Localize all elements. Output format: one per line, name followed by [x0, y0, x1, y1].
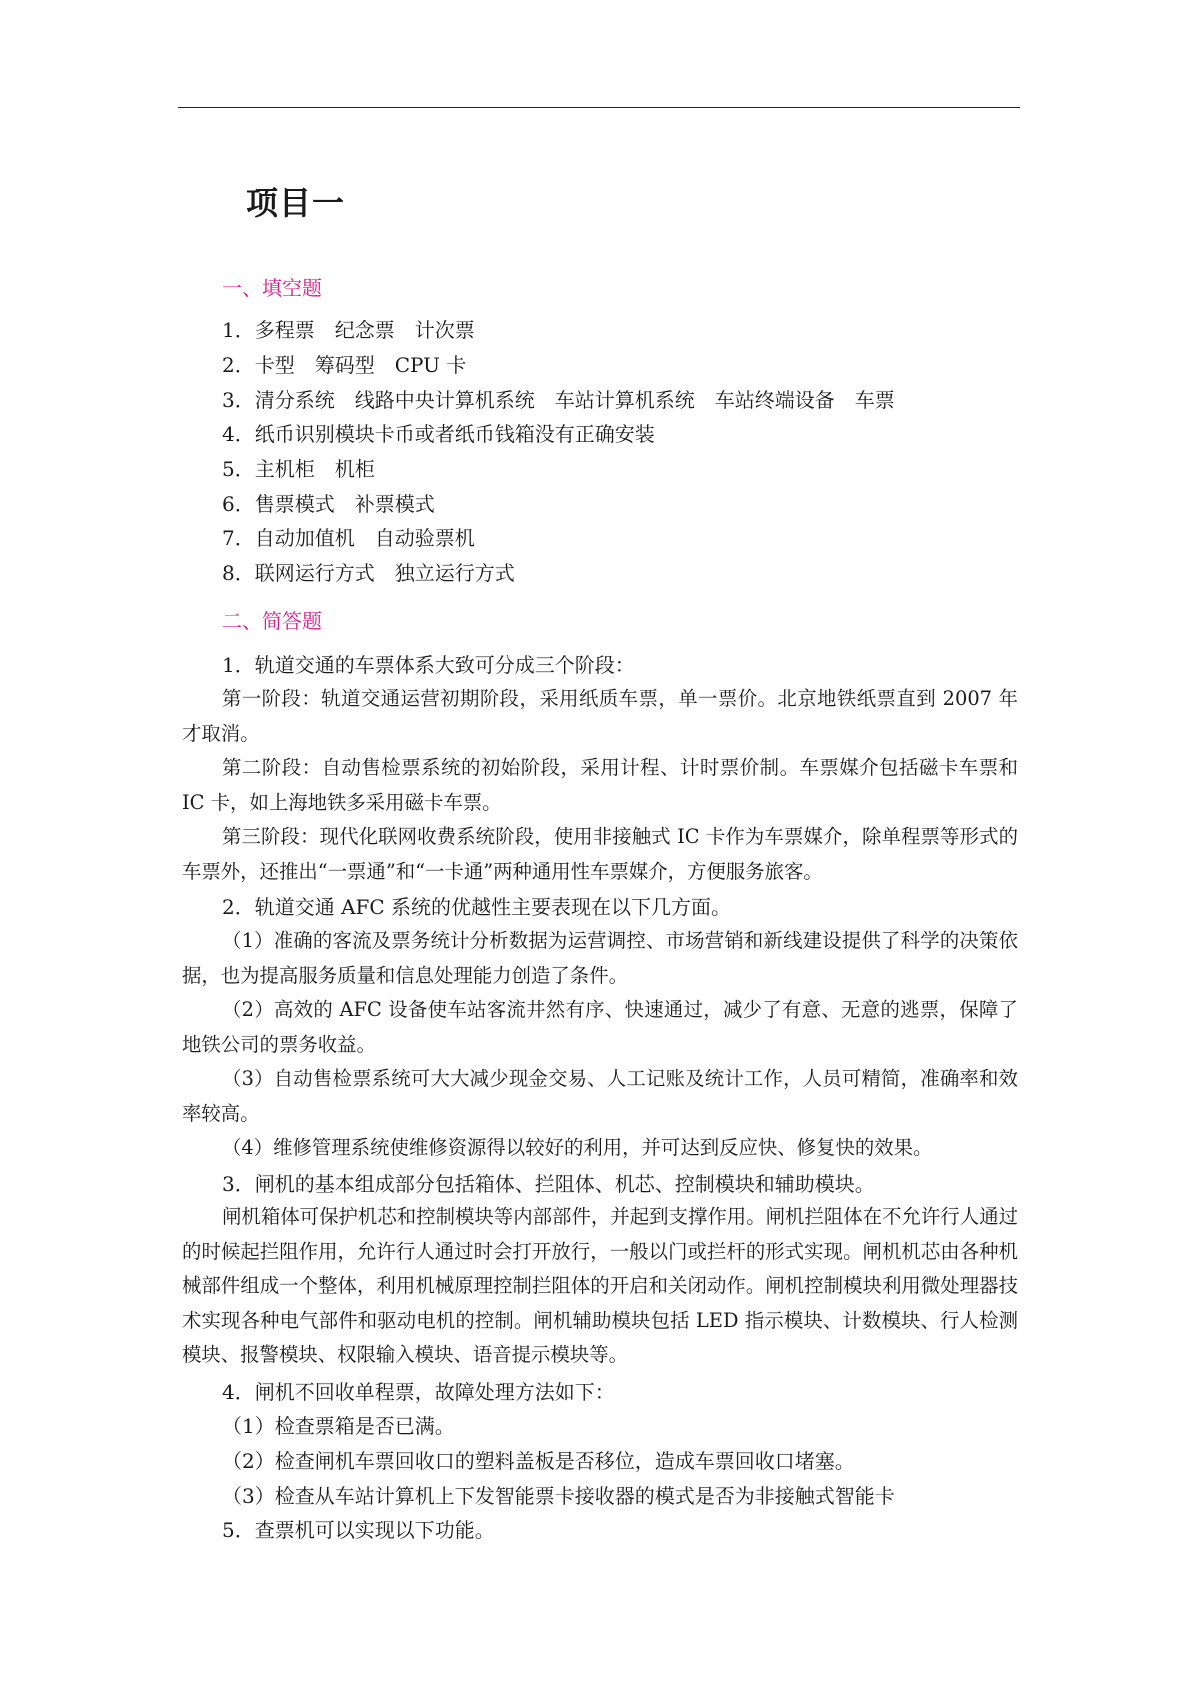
- answer-q2-point2: （2）高效的 AFC 设备使车站客流井然有序、快速通过，减少了有意、无意的逃票，保障了地铁公司的票务收益。: [182, 998, 1018, 1056]
- fill-answer-3: 3．清分系统 线路中央计算机系统 车站计算机系统 车站终端设备 车票: [222, 388, 895, 412]
- answer-q1-stage2: 第二阶段：自动售检票系统的初始阶段，采用计程、计时票价制。车票媒介包括磁卡车票和 IC 卡，如上海地铁多采用磁卡车票。: [182, 756, 1018, 814]
- answer-q3: 3．闸机的基本组成部分包括箱体、拦阻体、机芯、控制模块和辅助模块。: [222, 1172, 875, 1196]
- answer-q2-point3: （3）自动售检票系统可大大减少现金交易、人工记账及统计工作，人员可精简，准确率和效率较高。: [182, 1067, 1018, 1125]
- answer-q5: 5．查票机可以实现以下功能。: [222, 1518, 495, 1542]
- section-heading-short-answer: 二、简答题: [222, 609, 322, 633]
- answer-q4: 4．闸机不回收单程票，故障处理方法如下：: [222, 1380, 615, 1404]
- fill-answer-5: 5．主机柜 机柜: [222, 457, 375, 481]
- answer-q1: 1．轨道交通的车票体系大致可分成三个阶段：: [222, 653, 635, 677]
- answer-q2-point1: （1）准确的客流及票务统计分析数据为运营调控、市场营销和新线建设提供了科学的决策依据，也为提高服务质量和信息处理能力创造了条件。: [182, 929, 1018, 987]
- answer-q2: 2．轨道交通 AFC 系统的优越性主要表现在以下几方面。: [222, 895, 732, 919]
- fill-answer-7: 7．自动加值机 自动验票机: [222, 526, 475, 550]
- fill-answer-6: 6．售票模式 补票模式: [222, 492, 435, 516]
- answer-q4-step1: （1）检查票箱是否已满。: [222, 1414, 455, 1438]
- answer-q2-point4: （4）维修管理系统使维修资源得以较好的利用，并可达到反应快、修复快的效果。: [222, 1136, 933, 1159]
- answer-q3-detail: 闸机箱体可保护机芯和控制模块等内部部件，并起到支撑作用。闸机拦阻体在不允许行人通过的时候起拦阻作用，允许行人通过时会打开放行，一般以门或拦杆的形式实现。闸机机芯由各种机械部件组成一个整体，利用机械原理控制拦阻体的开启和关闭动作。闸机控制模块利用微处理器技术实现各种电气部件和驱动电机的控制。闸机辅助模块包括 LED 指示模块、计数模块、行人检测模块、报警模块、权限输入模块、语音提示模块等。: [182, 1205, 1018, 1366]
- fill-answer-4: 4．纸币识别模块卡币或者纸币钱箱没有正确安装: [222, 422, 655, 446]
- page-title: 项目一: [246, 184, 346, 222]
- answer-q4-step2: （2）检查闸机车票回收口的塑料盖板是否移位，造成车票回收口堵塞。: [222, 1449, 855, 1473]
- answer-q1-stage1: 第一阶段：轨道交通运营初期阶段，采用纸质车票，单一票价。北京地铁纸票直到 2007 年才取消。: [182, 687, 1018, 745]
- fill-answer-1: 1．多程票 纪念票 计次票: [222, 318, 475, 342]
- header-rule: [178, 107, 1020, 108]
- answer-q4-step3: （3）检查从车站计算机上下发智能票卡接收器的模式是否为非接触式智能卡: [222, 1484, 895, 1508]
- section-heading-fill-in: 一、填空题: [222, 276, 322, 300]
- fill-answer-8: 8．联网运行方式 独立运行方式: [222, 561, 515, 585]
- fill-answer-2: 2．卡型 筹码型 CPU 卡: [222, 353, 467, 377]
- answer-q1-stage3: 第三阶段：现代化联网收费系统阶段，使用非接触式 IC 卡作为车票媒介，除单程票等形式的车票外，还推出“一票通”和“一卡通”两种通用性车票媒介，方便服务旅客。: [182, 825, 1018, 883]
